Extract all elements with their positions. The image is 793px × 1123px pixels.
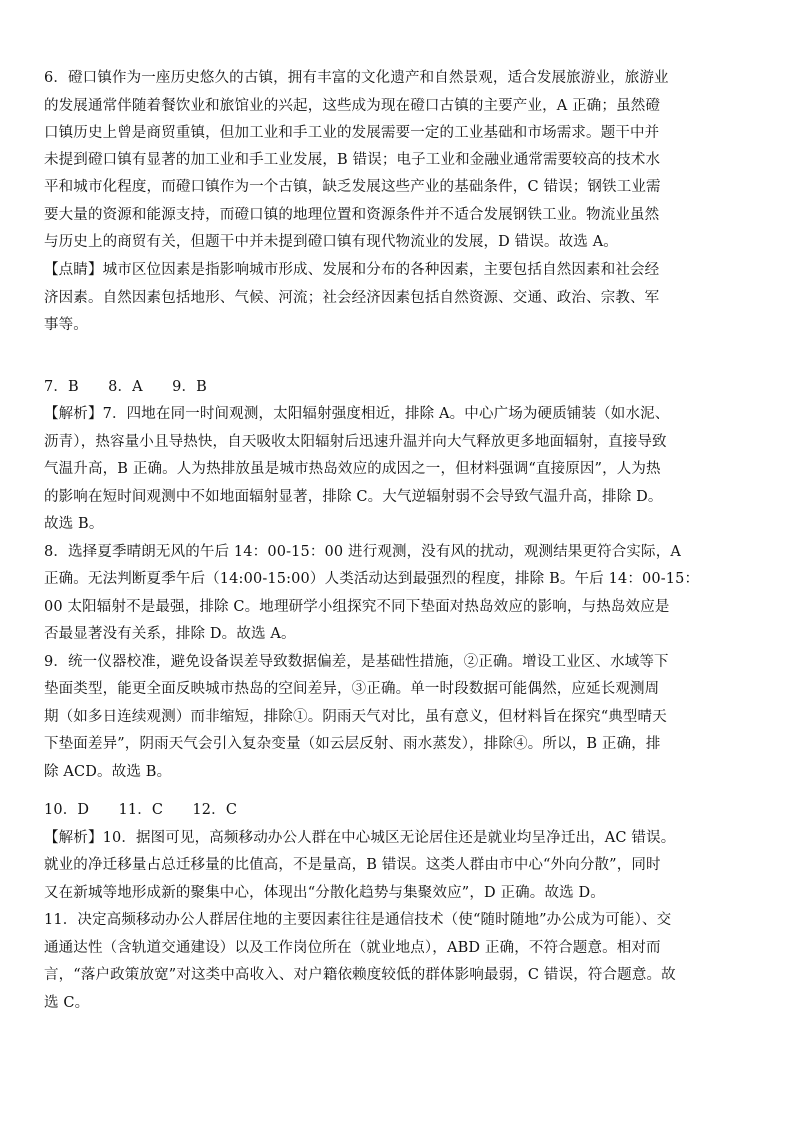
text-line: 11．决定高频移动办公人群居住地的主要因素往往是通信技术（使“随时随地”办公成为可能）、交 [44,912,672,928]
note-line: 事等。 [44,317,88,333]
text-line: 口镇历史上曾是商贸重镇，但加工业和手工业的发展需要一定的工业基础和市场需求。题干中并 [44,125,660,141]
text-line: 下垫面差异”，阴雨天气会引入复杂变量（如云层反射、雨水蒸发），排除④。所以，B 正确，排 [44,736,661,752]
text-line: 要大量的资源和能源支持，而磴口镇的地理位置和资源条件并不适合发展钢铁工业。物流业虽然 [44,207,660,223]
text-line: 故选 B。 [44,516,104,532]
text-line: 气温升高，B 正确。人为热排放虽是城市热岛效应的成因之一，但材料强调“直接原因”，人为热 [44,461,661,477]
text-line: 00 太阳辐射不是最强，排除 C。地理研学小组探究不同下垫面对热岛效应的影响，与热岛效应是 [44,599,670,615]
answer-line: 7．B 8．A 9．B [44,379,207,395]
text-line: 就业的净迁移量占总迁移量的比值高，不是量高，B 错误。这类人群由市中心“外向分散”，同时 [44,857,661,873]
text-line: 正确。无法判断夏季午后（14:00-15:00）人类活动达到最强烈的程度，排除 B。午后 14：00-15： [44,571,700,587]
note-line: 济因素。自然因素包括地形、气候、河流；社会经济因素包括自然资源、交通、政治、宗教、军 [44,290,660,306]
analysis-line: 【解析】7．四地在同一时间观测，太阳辐射强度相近，排除 A。中心广场为硬质铺装（如水泥、 [44,406,670,422]
text-line: 沥青），热容量小且导热快，自天吸收太阳辐射后迅速升温并向大气释放更多地面辐射，直接导致 [44,434,667,450]
text-line: 8．选择夏季晴朗无风的午后 14：00-15：00 进行观测，没有风的扰动，观测结果更符合实际，A [44,544,681,560]
text-line: 6．磴口镇作为一座历史悠久的古镇，拥有丰富的文化遗产和自然景观，适合发展旅游业，旅游业 [44,70,669,86]
text-line: 选 C。 [44,995,90,1011]
text-line: 否最显著没有关系，排除 D。故选 A。 [44,626,296,642]
text-line: 言，“落户政策放宽”对这类中高收入、对户籍依赖度较低的群体影响最弱，C 错误，符合题意。故 [44,967,676,983]
text-line: 的影响在短时间观测中不如地面辐射显著，排除 C。大气逆辐射弱不会导致气温升高，排除 D。 [44,489,663,505]
analysis-line: 【解析】10．据图可见，高频移动办公人群在中心城区无论居住还是就业均呈净迁出，AC 错误。 [44,830,676,846]
text-line: 的发展通常伴随着餐饮业和旅馆业的兴起，这些成为现在磴口古镇的主要产业，A 正确；虽然磴 [44,98,661,114]
text-line: 9．统一仪器校准，避免设备误差导致数据偏差，是基础性措施，②正确。增设工业区、水域等下 [44,654,669,670]
text-line: 除 ACD。故选 B。 [44,764,172,780]
text-line: 与历史上的商贸有关，但题干中并未提到磴口镇有现代物流业的发展，D 错误。故选 A。 [44,234,618,250]
text-line: 平和城市化程度，而磴口镇作为一个古镇，缺乏发展这些产业的基础条件，C 错误；钢铁工业需 [44,179,661,195]
text-line: 通通达性（含轨道交通建设）以及工作岗位所在（就业地点），ABD 正确，不符合题意。相对而 [44,940,661,956]
text-line: 期（如多日连续观测）而非缩短，排除①。阴雨天气对比，虽有意义，但材料旨在探究“典型晴天 [44,709,667,725]
text-line: 未提到磴口镇有显著的加工业和手工业发展，B 错误；电子工业和金融业通常需要较高的技术水 [44,152,661,168]
text-line: 又在新城等地形成新的聚集中心，体现出“分散化趋势与集聚效应”，D 正确。故选 D。 [44,885,605,901]
note-line: 【点睛】城市区位因素是指影响城市形成、发展和分布的各种因素，主要包括自然因素和社会经 [44,262,660,278]
text-line: 垫面类型，能更全面反映城市热岛的空间差异，③正确。单一时段数据可能偶然，应延长观测周 [44,681,660,697]
answer-line: 10．D 11．C 12．C [44,802,238,818]
